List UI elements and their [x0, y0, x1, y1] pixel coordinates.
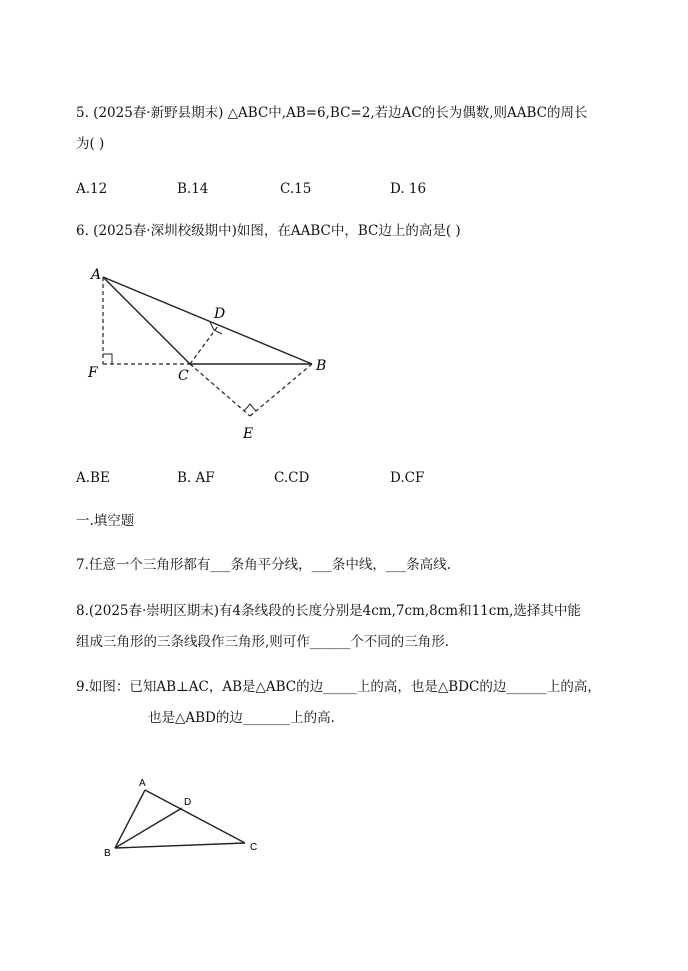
q9-label-c: C: [250, 842, 258, 853]
q5-option-b: B.14: [177, 181, 209, 197]
q8-line2: 组成三角形的三条线段作三角形,则可作______个不同的三角形.: [76, 634, 450, 650]
q5-option-a: A.12: [76, 181, 108, 197]
q6-line1: 6. (2025春·深圳校级期中)如图，在AABC中，BC边上的高是( ): [76, 223, 461, 239]
section-title: 一.填空题: [76, 513, 135, 529]
q6-option-b: B. AF: [177, 470, 215, 486]
q9-label-a: A: [139, 778, 146, 789]
q9-label-d: D: [184, 797, 192, 808]
q9-line2: 也是△ABD的边_______上的高.: [148, 710, 335, 726]
q6-label-d: D: [214, 306, 226, 322]
q6-label-c: C: [178, 368, 189, 384]
q5-line1: 5. (2025春·新野县期末) △ABC中,AB=6,BC=2,若边AC的长为偶数,则AABC的周长: [76, 105, 588, 121]
q6-label-a: A: [91, 267, 102, 283]
q6-label-b: B: [316, 358, 327, 374]
q6-label-f: F: [88, 365, 98, 381]
q6-label-e: E: [243, 426, 254, 442]
q8-line1: 8.(2025春·崇明区期末)有4条线段的长度分别是4cm,7cm,8cm和11cm,选择其中能: [76, 603, 581, 619]
q5-option-d: D. 16: [390, 181, 427, 197]
q5-line2: 为( ): [76, 136, 105, 152]
q6-option-d: D.CF: [390, 470, 425, 486]
q7-line1: 7.任意一个三角形都有___条角平分线，___条中线，___条高线.: [76, 557, 451, 573]
q5-option-c: C.15: [280, 181, 312, 197]
q6-option-a: A.BE: [76, 470, 110, 486]
q9-line1: 9.如图：已知AB⊥AC，AB是△ABC的边_____上的高，也是△BDC的边______上的高，: [76, 679, 601, 695]
q6-option-c: C.CD: [274, 470, 310, 486]
q9-label-b: B: [104, 848, 111, 859]
